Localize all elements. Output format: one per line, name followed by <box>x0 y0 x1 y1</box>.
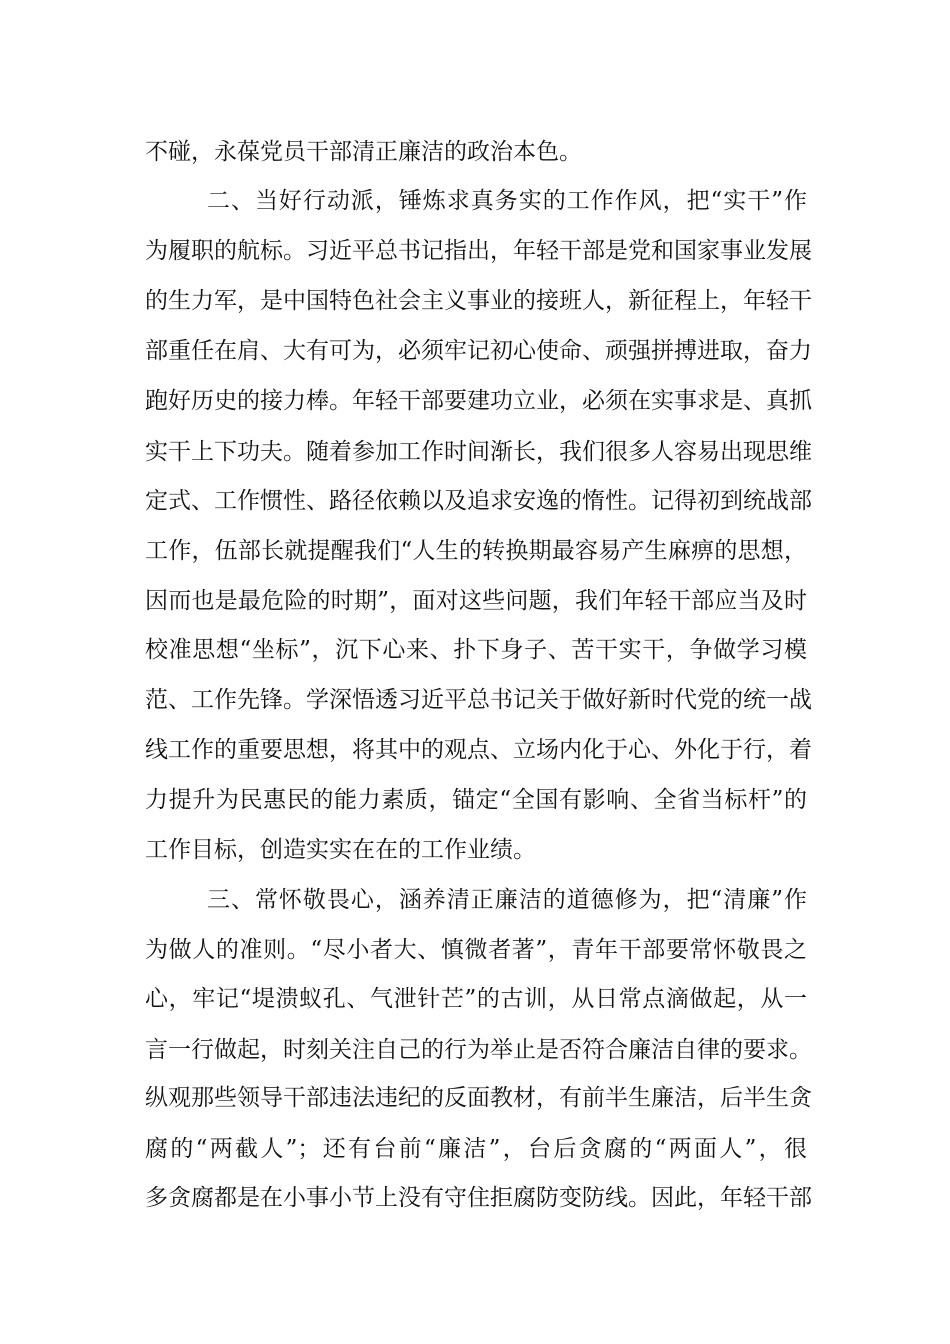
text-line: 的生力军，是中国特色社会主义事业的接班人，新征程上，年轻干 <box>145 288 812 314</box>
text-line: 实干上下功夫。随着参加工作时间渐长，我们很多人容易出现思维 <box>145 439 812 465</box>
text-line-continuation: 不碰，永葆党员干部清正廉洁的政治本色。 <box>145 139 582 165</box>
text-line-paragraph-end: 工作目标，创造实实在在的工作业绩。 <box>145 837 536 863</box>
section-heading-2: 二、当好行动派，锤炼求真务实的工作作风，把“实干”作 <box>207 188 807 214</box>
text-line: 线工作的重要思想，将其中的观点、立场内化于心、外化于行，着 <box>145 737 812 763</box>
text-line: 为履职的航标。习近平总书记指出，年轻干部是党和国家事业发展 <box>145 238 812 264</box>
text-line: 力提升为民惠民的能力素质，锚定“全国有影响、全省当标杆”的 <box>145 787 807 813</box>
text-line: 纵观那些领导干部违法违纪的反面教材，有前半生廉洁，后半生贪 <box>145 1085 812 1111</box>
text-line: 腐的“两截人”；还有台前“廉洁”，台后贪腐的“两面人”，很 <box>145 1136 807 1162</box>
text-line: 因而也是最危险的时期”，面对这些问题，我们年轻干部应当及时 <box>145 588 807 614</box>
text-line: 范、工作先锋。学深悟透习近平总书记关于做好新时代党的统一战 <box>145 687 812 713</box>
text-line: 言一行做起，时刻关注自己的行为举止是否符合廉洁自律的要求。 <box>145 1037 812 1063</box>
text-line: 心，牢记“堤溃蚁孔、气泄针芒”的古训，从日常点滴做起，从一 <box>145 986 807 1012</box>
text-line: 部重任在肩、大有可为，必须牢记初心使命、顽强拼搏进取，奋力 <box>145 338 812 364</box>
text-line: 定式、工作惯性、路径依赖以及追求安逸的惰性。记得初到统战部 <box>145 488 812 514</box>
text-line: 多贪腐都是在小事小节上没有守住拒腐防变防线。因此，年轻干部 <box>145 1185 812 1211</box>
text-line: 工作，伍部长就提醒我们“人生的转换期最容易产生麻痹的思想， <box>145 538 807 564</box>
section-heading-3: 三、常怀敬畏心，涵养清正廉洁的道德修为，把“清廉”作 <box>207 887 807 913</box>
text-line: 为做人的准则。“尽小者大、慎微者著”，青年干部要常怀敬畏之 <box>145 937 807 963</box>
text-line: 跑好历史的接力棒。年轻干部要建功立业，必须在实事求是、真抓 <box>145 388 812 414</box>
text-line: 校准思想“坐标”，沉下心来、扑下身子、苦干实干，争做学习模 <box>145 637 807 663</box>
